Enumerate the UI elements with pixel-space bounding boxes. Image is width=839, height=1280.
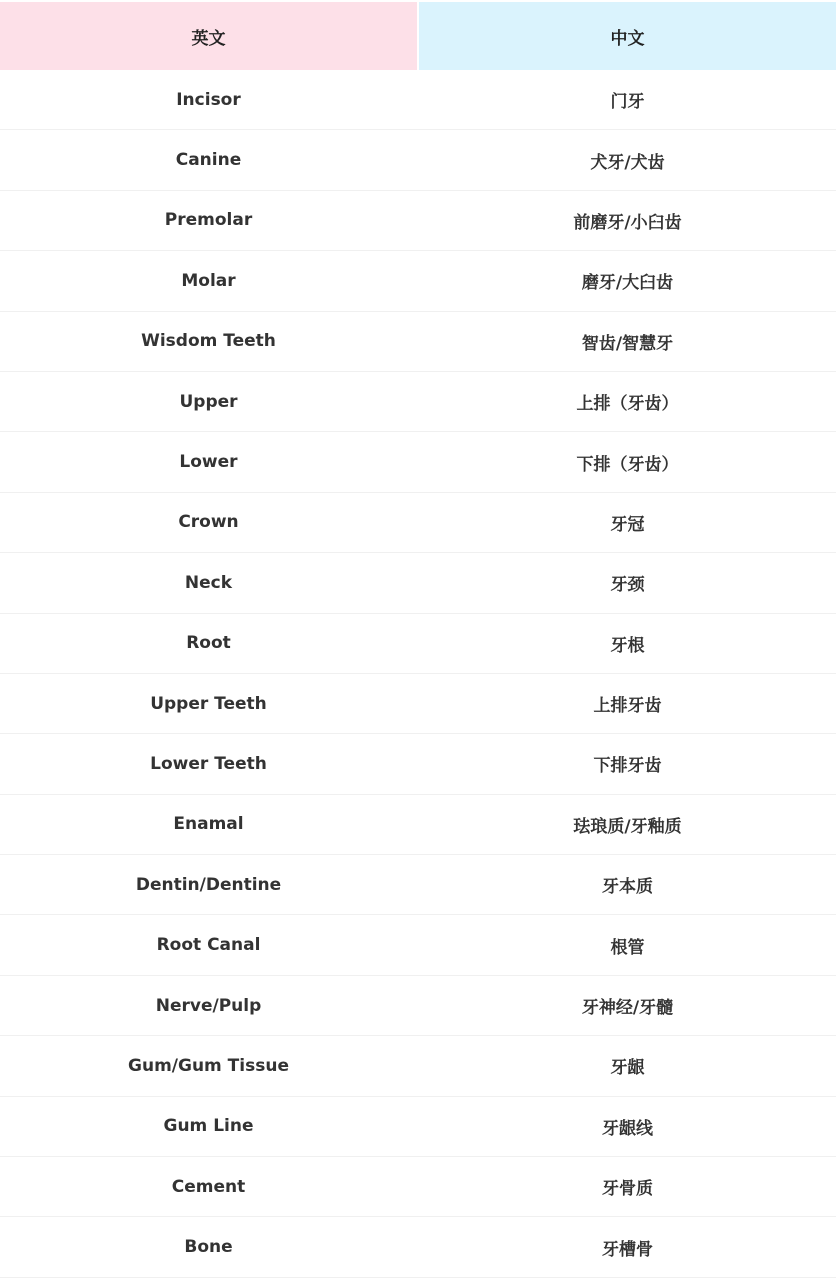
cell-chinese: 上排（牙齿） bbox=[576, 394, 679, 415]
cell-chinese: 上排牙齿 bbox=[593, 696, 662, 717]
cell-english: Wisdom Teeth bbox=[141, 331, 276, 352]
cell-chinese: 下排（牙齿） bbox=[576, 454, 679, 475]
table-row bbox=[0, 1036, 836, 1096]
table-row bbox=[0, 1217, 836, 1277]
cell-english: Dentin/Dentine bbox=[135, 874, 282, 895]
cell-english: Crown bbox=[178, 512, 239, 533]
cell-english: Incisor bbox=[176, 89, 241, 110]
cell-chinese: 牙颈 bbox=[610, 575, 645, 596]
cell-chinese: 牙根 bbox=[610, 635, 645, 656]
cell-chinese: 牙冠 bbox=[610, 514, 645, 535]
table-row bbox=[0, 674, 836, 734]
table-row bbox=[0, 432, 836, 492]
table-row bbox=[0, 493, 836, 553]
cell-chinese: 根管 bbox=[610, 937, 645, 958]
table-row bbox=[0, 191, 836, 251]
cell-english: Upper bbox=[179, 391, 238, 412]
table-row bbox=[0, 372, 836, 432]
cell-english: Upper Teeth bbox=[150, 693, 267, 714]
table-row bbox=[0, 855, 836, 915]
table-row bbox=[0, 976, 836, 1036]
table-row bbox=[0, 614, 836, 674]
cell-chinese: 牙龈线 bbox=[602, 1118, 653, 1139]
cell-english: Cement bbox=[171, 1176, 246, 1197]
cell-english: Bone bbox=[184, 1237, 233, 1258]
table-row bbox=[0, 1097, 836, 1157]
cell-chinese: 门牙 bbox=[610, 92, 645, 113]
cell-english: Gum Line bbox=[163, 1116, 254, 1137]
cell-english: Neck bbox=[184, 572, 233, 593]
table-row bbox=[0, 130, 836, 190]
cell-english: Lower bbox=[179, 452, 238, 473]
cell-english: Root bbox=[186, 633, 231, 654]
header-chinese: 中文 bbox=[419, 2, 836, 70]
cell-english: Premolar bbox=[164, 210, 253, 231]
table-row bbox=[0, 70, 836, 130]
table-row bbox=[0, 251, 836, 311]
table-row bbox=[0, 553, 836, 613]
cell-chinese: 牙槽骨 bbox=[602, 1239, 653, 1260]
cell-chinese: 智齿/智慧牙 bbox=[581, 333, 674, 354]
cell-english: Lower Teeth bbox=[150, 753, 267, 774]
cell-chinese: 下排牙齿 bbox=[593, 756, 662, 777]
cell-english: Gum/Gum Tissue bbox=[128, 1055, 289, 1076]
table-row bbox=[0, 795, 836, 855]
table-body bbox=[0, 70, 836, 1278]
cell-english: Nerve/Pulp bbox=[155, 995, 262, 1016]
cell-chinese: 磨牙/大臼齿 bbox=[581, 273, 674, 294]
cell-chinese: 犬牙/犬齿 bbox=[590, 152, 665, 173]
cell-chinese: 牙神经/牙髓 bbox=[581, 998, 674, 1019]
table-header-row bbox=[0, 2, 836, 70]
cell-english: Molar bbox=[181, 270, 236, 291]
vocabulary-table bbox=[0, 2, 836, 1278]
cell-chinese: 牙骨质 bbox=[602, 1179, 653, 1200]
table-row bbox=[0, 915, 836, 975]
cell-english: Canine bbox=[175, 150, 242, 171]
table-row bbox=[0, 312, 836, 372]
cell-chinese: 牙本质 bbox=[602, 877, 653, 898]
cell-chinese: 牙龈 bbox=[610, 1058, 645, 1079]
cell-english: Enamal bbox=[173, 814, 244, 835]
header-english: 英文 bbox=[0, 2, 417, 70]
table-row bbox=[0, 734, 836, 794]
cell-chinese: 前磨牙/小臼齿 bbox=[573, 212, 682, 233]
cell-chinese: 珐琅质/牙釉质 bbox=[573, 816, 682, 837]
cell-english: Root Canal bbox=[156, 935, 261, 956]
table-row bbox=[0, 1157, 836, 1217]
